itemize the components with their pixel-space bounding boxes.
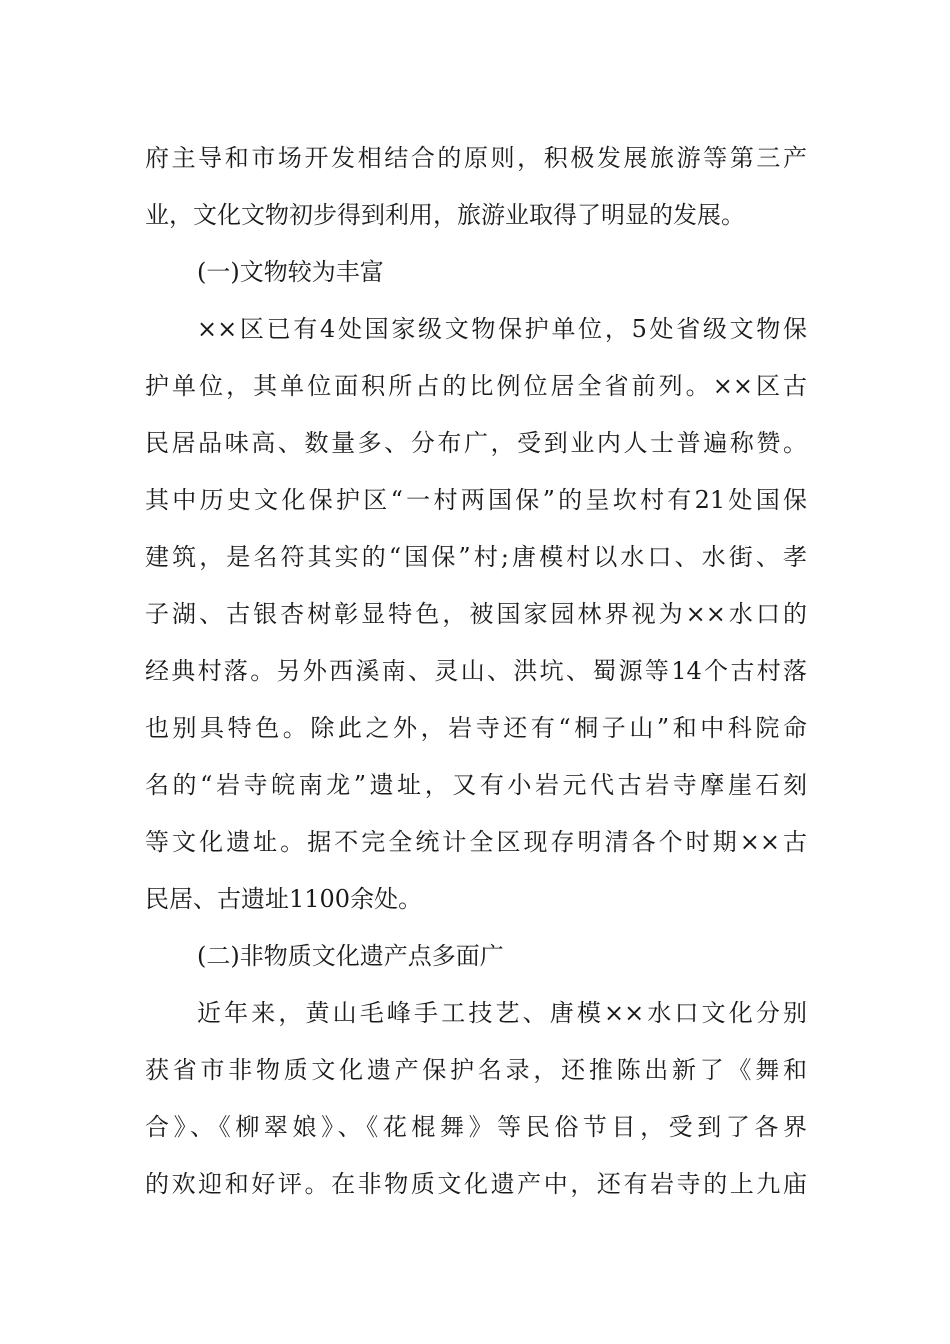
paragraph-line: 子湖、古银杏树彰显特色，被国家园林界视为××水口的 [145, 600, 807, 628]
paragraph-line: 获省市非物质文化遗产保护名录，还推陈出新了《舞和 [145, 1056, 807, 1084]
paragraph-line: 等文化遗址。据不完全统计全区现存明清各个时期××古 [145, 828, 807, 856]
section-heading: (二)非物质文化遗产点多面广 [197, 942, 504, 970]
section-heading: (一)文物较为丰富 [197, 258, 384, 286]
paragraph-line: 的欢迎和好评。在非物质文化遗产中，还有岩寺的上九庙 [145, 1170, 807, 1198]
paragraph-line: 府主导和市场开发相结合的原则，积极发展旅游等第三产 [145, 144, 807, 172]
paragraph-line: ××区已有4处国家级文物保护单位，5处省级文物保 [197, 315, 807, 343]
paragraph-line: 民居品味高、数量多、分布广，受到业内人士普遍称赞。 [145, 429, 807, 457]
paragraph-line: 业，文化文物初步得到利用，旅游业取得了明显的发展。 [145, 201, 745, 229]
paragraph-line: 其中历史文化保护区“一村两国保”的呈坎村有21处国保 [145, 486, 807, 514]
document-body [145, 130, 807, 1213]
paragraph-line: 民居、古遗址1100余处。 [145, 885, 423, 913]
paragraph-line: 近年来，黄山毛峰手工技艺、唐模××水口文化分别 [197, 999, 807, 1027]
paragraph-line: 合》、《柳翠娘》、《花棍舞》等民俗节目，受到了各界 [145, 1113, 807, 1141]
paragraph-line: 护单位，其单位面积所占的比例位居全省前列。××区古 [145, 372, 807, 400]
paragraph-line: 名的“岩寺皖南龙”遗址，又有小岩元代古岩寺摩崖石刻 [145, 771, 807, 799]
paragraph-line: 经典村落。另外西溪南、灵山、洪坑、蜀源等14个古村落 [145, 657, 807, 685]
paragraph-line: 也别具特色。除此之外，岩寺还有“桐子山”和中科院命 [145, 714, 807, 742]
paragraph-line: 建筑，是名符其实的“国保”村;唐模村以水口、水街、孝 [145, 543, 807, 571]
